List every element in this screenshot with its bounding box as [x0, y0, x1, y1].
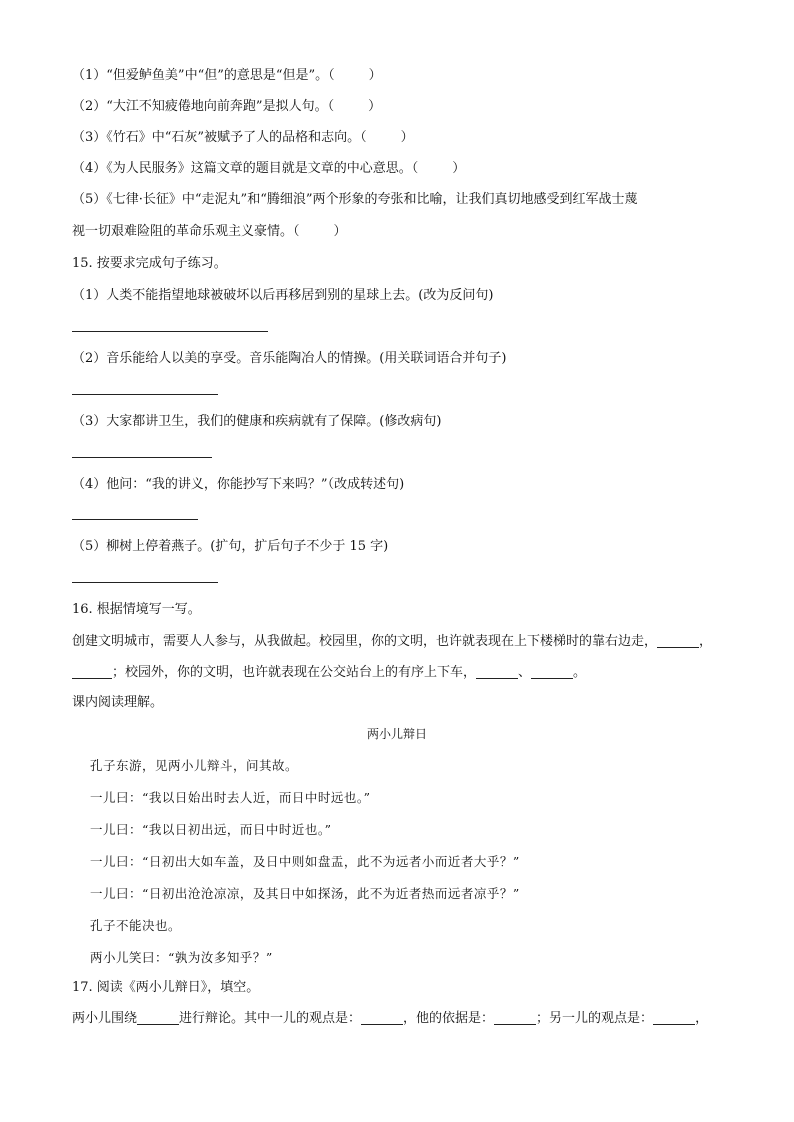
judge-item-4: （4）《为人民服务》这篇文章的题目就是文章的中心意思。（ ） [72, 161, 466, 176]
q16-blank-1[interactable] [657, 633, 699, 648]
q15-item-1: （1）人类不能指望地球被破坏以后再移居到别的星球上去。(改为反问句) [72, 288, 494, 303]
q16-blank-3[interactable] [476, 664, 518, 679]
q15-title: 15. 按要求完成句子练习。 [72, 256, 227, 271]
judge-item-2: （2）“大江不知疲倦地向前奔跑”是拟人句。（ ） [72, 99, 382, 114]
judge-item-3: （3）《竹石》中“石灰”被赋予了人的品格和志向。（ ） [72, 130, 414, 145]
reading-heading: 课内阅读理解。 [72, 695, 164, 710]
answer-line-1[interactable] [72, 331, 268, 332]
q16-title: 16. 根据情境写一写。 [72, 602, 201, 617]
judge-item-5-text: （5）《七律·长征》中“走泥丸”和“腾细浪”两个形象的夸张和比喻，让我们真切地感受到红军战士蔑 [72, 192, 638, 207]
q17-title: 17. 阅读《两小儿辩日》，填空。 [72, 980, 260, 995]
judge-item-4-text: （4）《为人民服务》这篇文章的题目就是文章的中心意思。（ [72, 161, 419, 176]
passage-line-2: 一儿曰：“我以日始出时去人近，而日中时远也。” [90, 790, 371, 805]
passage-line-1: 孔子东游，见两小儿辩斗，问其故。 [90, 758, 299, 773]
judge-item-5-cont: 视一切艰难险阻的革命乐观主义豪情。（ ） [72, 224, 347, 239]
passage-line-5: 一儿曰：“日初出沧沧凉凉，及其日中如探汤，此不为近者热而远者凉乎？” [90, 886, 520, 901]
answer-line-2[interactable] [72, 394, 218, 395]
passage-line-4: 一儿曰：“日初出大如车盖，及日中则如盘盂，此不为远者小而近者大乎？” [90, 854, 520, 869]
q17-blank-1[interactable] [137, 1010, 179, 1025]
q16-line-1: 创建文明城市，需要人人参与，从我做起。校园里，你的文明，也许就表现在上下楼梯时的靠右边走， ， [72, 634, 713, 649]
q17-blank-4[interactable] [653, 1010, 695, 1025]
judge-item-5 [72, 191, 638, 209]
passage-line-3: 一儿曰：“我以日初出远，而日中时近也。” [90, 822, 332, 837]
q16-blank-4[interactable] [531, 664, 573, 679]
q17-line-1: 两小儿围绕 进行辩论。其中一儿的观点是： ，他的依据是： ；另一儿的观点是： ， [72, 1011, 709, 1026]
answer-line-4[interactable] [72, 519, 198, 520]
judge-item-3-text: （3）《竹石》中“石灰”被赋予了人的品格和志向。（ [72, 130, 367, 145]
q15-item-2: （2）音乐能给人以美的享受。音乐能陶冶人的情操。(用关联词语合并句子) [72, 351, 507, 366]
judge-item-2-text: （2）“大江不知疲倦地向前奔跑”是拟人句。（ [72, 99, 335, 114]
judge-item-1-text: （1）“但爱鲈鱼美”中“但”的意思是“但是”。（ [72, 68, 335, 83]
answer-line-3[interactable] [72, 457, 212, 458]
passage-title: 两小儿辩日 [366, 727, 427, 741]
answer-line-5[interactable] [72, 582, 218, 583]
q16-line-2: ；校园外，你的文明，也许就表现在公交站台上的有序上下车， 、 。 [72, 664, 586, 682]
q15-item-5: （5）柳树上停着燕子。(扩句，扩后句子不少于 15 字) [72, 539, 389, 554]
q17-blank-2[interactable] [361, 1010, 403, 1025]
passage-line-7: 两小儿笑曰：“孰为汝多知乎？” [90, 950, 273, 965]
q17-blank-3[interactable] [494, 1010, 536, 1025]
q15-item-4: （4）他问：“我的讲义，你能抄写下来吗？”（改成转述句) [72, 477, 405, 492]
judge-item-1: （1）“但爱鲈鱼美”中“但”的意思是“但是”。（ ） [72, 68, 382, 83]
passage-line-6: 孔子不能决也。 [90, 918, 182, 933]
q16-blank-2[interactable] [72, 664, 112, 679]
q15-item-3: （3）大家都讲卫生，我们的健康和疾病就有了保障。(修改病句) [72, 414, 442, 429]
